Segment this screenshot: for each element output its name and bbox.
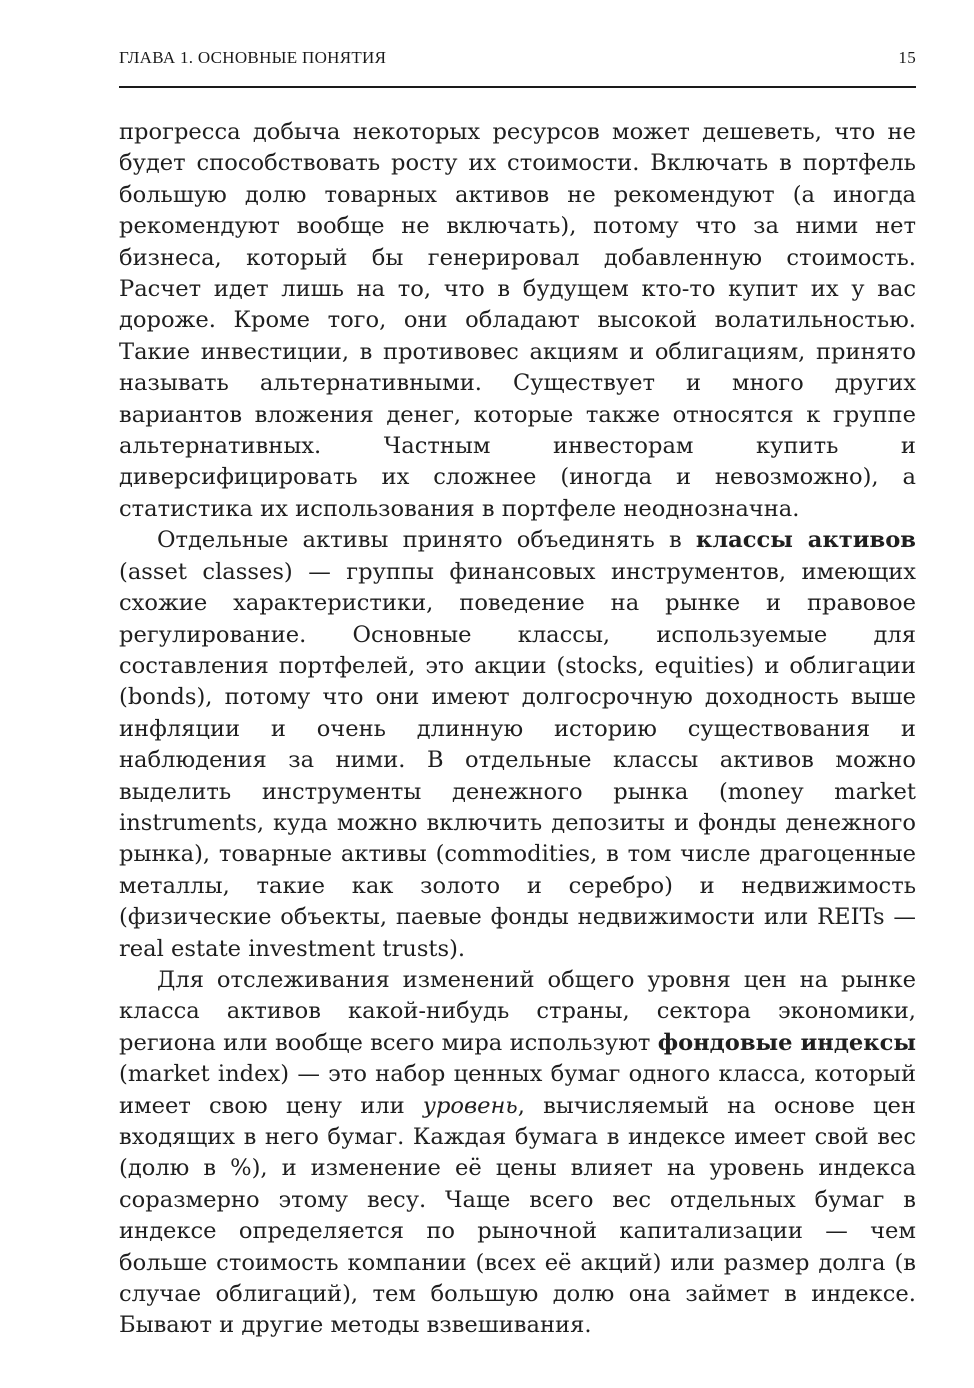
paragraph-2-rest: (asset classes) — группы финансовых инструментов, имеющих схожие характеристики, поведение на рынке и правовое регулирование. Основные классы, используемые для составления портфелей, это акции (stocks, equities) и облигации (bonds), потому что они имеют долгосрочную доходность выше инфляции и очень длинную историю существования и наблюдения за ними. В отдельные классы активов можно выделить инструменты денежного рынка (money market instruments, куда можно включить депозиты и фонды денежного рынка), товарные активы (commodities, в том числе драгоценные металлы, такие как золото и серебро) и недвижимость (физические объекты, паевые фонды недвижимости или REITs — real estate investment trusts). [119,558,916,962]
page-number: 15 [898,48,916,67]
chapter-title: ГЛАВА 1. ОСНОВНЫЕ ПОНЯТИЯ [119,48,387,67]
body-text [119,117,916,1342]
header-rule [119,86,916,88]
term-asset-classes: классы активов [695,527,916,554]
running-header [119,48,916,72]
paragraph-2-lead: Отдельные активы принято объединять в [157,527,696,554]
paragraph-3 [119,965,916,1342]
term-level: уровень [422,1092,518,1119]
paragraph-3-rest: , вычисляемый на основе цен входящих в него бумаг. Каждая бумага в индексе имеет свой вес (долю в %), и изменение её цены влияет на уровень индекса соразмерно этому весу. Чаще всего вес отдельных бумаг в индексе определяется по рыночной капитализации — чем больше стоимость компании (всех её акций) или размер долга (в случае облигаций), тем большую долю она займет в индексе. Бывают и другие методы взвешивания. [119,1092,916,1339]
paragraph-2 [119,525,916,965]
paragraph-3-middle: (market index) — это набор ценных бумаг одного класса, который имеет свою цену или [119,1061,916,1119]
paragraph-3-lead: Для отслеживания изменений общего уровня цен на рынке класса активов какой-нибудь страны, сектора экономики, региона или вообще всего мира используют [119,966,916,1056]
term-stock-indexes: фондовые индексы [657,1029,916,1056]
paragraph-1 [119,117,916,525]
paragraph-1-text: прогресса добыча некоторых ресурсов может дешеветь, что не будет способствовать росту их стоимости. Включать в портфель большую долю товарных активов не рекомендуют (а иногда рекомендуют вообще не включать), потому что за ними нет бизнеса, который бы генерировал добавленную стоимость. Расчет идет лишь на то, что в будущем кто-то купит их у вас дороже. Кроме того, они обладают высокой волатильностью. Такие инвестиции, в противовес акциям и облигациям, принято называть альтернативными. Существует и много других вариантов вложения денег, которые также относятся к группе альтернативных. Частным инвесторам купить и диверсифицировать их сложнее (иногда и невозможно), а статистика их использования в портфеле неоднозначна. [119,119,916,522]
